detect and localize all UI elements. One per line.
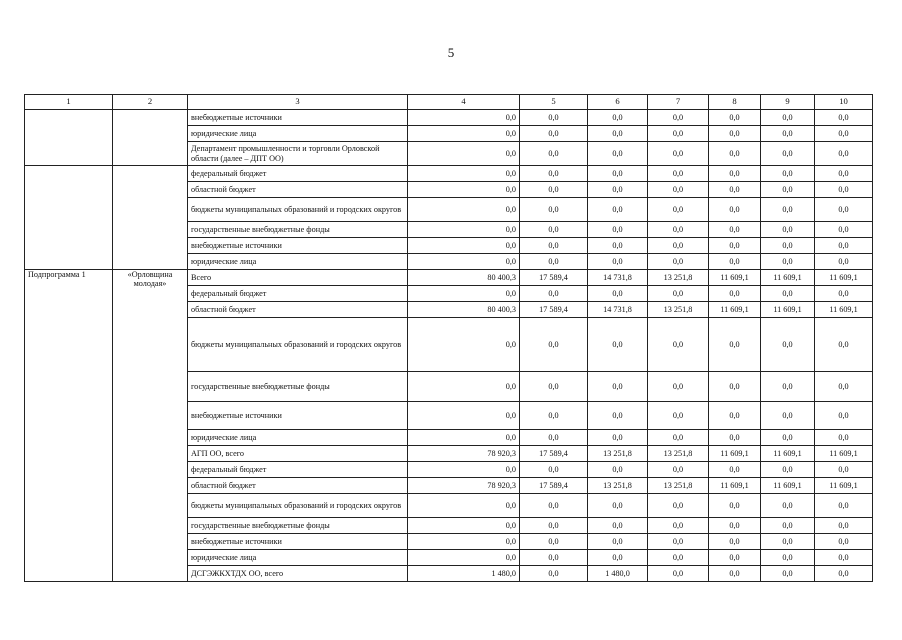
value-cell: 0,0 bbox=[648, 550, 709, 566]
header-cell: 9 bbox=[761, 95, 815, 110]
value-cell: 11 609,1 bbox=[709, 270, 761, 286]
value-cell: 0,0 bbox=[709, 222, 761, 238]
value-cell: 0,0 bbox=[408, 430, 520, 446]
value-cell: 0,0 bbox=[648, 318, 709, 372]
funding-source-cell: внебюджетные источники bbox=[188, 238, 408, 254]
value-cell: 0,0 bbox=[588, 402, 648, 430]
value-cell: 0,0 bbox=[408, 110, 520, 126]
value-cell: 0,0 bbox=[648, 462, 709, 478]
value-cell: 0,0 bbox=[648, 534, 709, 550]
value-cell: 0,0 bbox=[815, 254, 873, 270]
value-cell: 0,0 bbox=[520, 372, 588, 402]
value-cell: 0,0 bbox=[588, 142, 648, 166]
value-cell: 13 251,8 bbox=[648, 270, 709, 286]
header-cell: 5 bbox=[520, 95, 588, 110]
funding-source-cell: государственные внебюджетные фонды bbox=[188, 372, 408, 402]
value-cell: 0,0 bbox=[761, 402, 815, 430]
value-cell: 0,0 bbox=[815, 142, 873, 166]
value-cell: 0,0 bbox=[709, 518, 761, 534]
value-cell: 0,0 bbox=[408, 198, 520, 222]
value-cell: 13 251,8 bbox=[588, 478, 648, 494]
value-cell: 0,0 bbox=[408, 182, 520, 198]
value-cell: 0,0 bbox=[815, 372, 873, 402]
value-cell: 0,0 bbox=[588, 166, 648, 182]
value-cell: 0,0 bbox=[761, 318, 815, 372]
value-cell: 0,0 bbox=[520, 430, 588, 446]
value-cell: 0,0 bbox=[761, 110, 815, 126]
value-cell: 0,0 bbox=[408, 550, 520, 566]
budget-table bbox=[24, 94, 873, 582]
value-cell: 0,0 bbox=[815, 182, 873, 198]
value-cell: 0,0 bbox=[408, 318, 520, 372]
funding-source-cell: юридические лица bbox=[188, 430, 408, 446]
funding-source-cell: областной бюджет bbox=[188, 478, 408, 494]
value-cell: 0,0 bbox=[520, 462, 588, 478]
value-cell: 0,0 bbox=[761, 222, 815, 238]
value-cell: 0,0 bbox=[709, 198, 761, 222]
value-cell: 0,0 bbox=[815, 318, 873, 372]
value-cell: 0,0 bbox=[588, 372, 648, 402]
value-cell: 0,0 bbox=[648, 142, 709, 166]
value-cell: 1 480,0 bbox=[408, 566, 520, 582]
funding-source-cell: бюджеты муниципальных образований и городских округов bbox=[188, 494, 408, 518]
value-cell: 0,0 bbox=[648, 372, 709, 402]
value-cell: 0,0 bbox=[815, 534, 873, 550]
value-cell: 0,0 bbox=[408, 402, 520, 430]
value-cell: 0,0 bbox=[761, 166, 815, 182]
value-cell: 0,0 bbox=[709, 166, 761, 182]
value-cell: 0,0 bbox=[408, 142, 520, 166]
value-cell: 1 480,0 bbox=[588, 566, 648, 582]
program-name-cell: «Орловщина молодая» bbox=[113, 270, 188, 582]
value-cell: 0,0 bbox=[709, 372, 761, 402]
value-cell: 0,0 bbox=[588, 550, 648, 566]
value-cell: 0,0 bbox=[648, 430, 709, 446]
value-cell: 0,0 bbox=[709, 110, 761, 126]
value-cell: 0,0 bbox=[815, 222, 873, 238]
value-cell: 0,0 bbox=[648, 126, 709, 142]
value-cell: 0,0 bbox=[761, 198, 815, 222]
value-cell: 0,0 bbox=[761, 372, 815, 402]
value-cell: 0,0 bbox=[520, 142, 588, 166]
table-row bbox=[25, 270, 873, 286]
funding-source-cell: Всего bbox=[188, 270, 408, 286]
value-cell: 0,0 bbox=[815, 286, 873, 302]
funding-source-cell: государственные внебюджетные фонды bbox=[188, 222, 408, 238]
value-cell: 14 731,8 bbox=[588, 270, 648, 286]
value-cell: 0,0 bbox=[588, 182, 648, 198]
value-cell: 0,0 bbox=[408, 166, 520, 182]
value-cell: 0,0 bbox=[709, 254, 761, 270]
funding-source-cell: внебюджетные источники bbox=[188, 534, 408, 550]
value-cell: 0,0 bbox=[815, 494, 873, 518]
value-cell: 0,0 bbox=[520, 238, 588, 254]
value-cell: 0,0 bbox=[815, 238, 873, 254]
value-cell: 11 609,1 bbox=[761, 446, 815, 462]
value-cell: 17 589,4 bbox=[520, 446, 588, 462]
value-cell: 0,0 bbox=[815, 462, 873, 478]
value-cell: 0,0 bbox=[761, 286, 815, 302]
value-cell: 0,0 bbox=[709, 462, 761, 478]
value-cell: 0,0 bbox=[588, 198, 648, 222]
value-cell: 0,0 bbox=[815, 402, 873, 430]
value-cell: 0,0 bbox=[761, 550, 815, 566]
value-cell: 0,0 bbox=[588, 238, 648, 254]
value-cell: 0,0 bbox=[815, 566, 873, 582]
value-cell: 0,0 bbox=[520, 566, 588, 582]
value-cell: 0,0 bbox=[815, 198, 873, 222]
value-cell: 0,0 bbox=[408, 518, 520, 534]
value-cell: 0,0 bbox=[648, 222, 709, 238]
value-cell: 0,0 bbox=[761, 182, 815, 198]
value-cell: 0,0 bbox=[709, 142, 761, 166]
value-cell: 0,0 bbox=[648, 518, 709, 534]
header-cell: 4 bbox=[408, 95, 520, 110]
funding-source-cell: областной бюджет bbox=[188, 182, 408, 198]
value-cell: 0,0 bbox=[815, 518, 873, 534]
value-cell: 0,0 bbox=[520, 494, 588, 518]
table-row bbox=[25, 166, 873, 182]
value-cell: 0,0 bbox=[648, 566, 709, 582]
value-cell: 0,0 bbox=[588, 110, 648, 126]
value-cell: 0,0 bbox=[648, 402, 709, 430]
value-cell: 13 251,8 bbox=[648, 302, 709, 318]
funding-source-cell: федеральный бюджет bbox=[188, 166, 408, 182]
value-cell: 0,0 bbox=[648, 198, 709, 222]
value-cell: 0,0 bbox=[709, 182, 761, 198]
funding-source-cell: федеральный бюджет bbox=[188, 462, 408, 478]
value-cell: 0,0 bbox=[648, 286, 709, 302]
value-cell: 0,0 bbox=[520, 166, 588, 182]
value-cell: 13 251,8 bbox=[648, 446, 709, 462]
program-name-cell bbox=[113, 166, 188, 270]
value-cell: 0,0 bbox=[761, 462, 815, 478]
funding-source-cell: ДСГЭЖКХТДХ ОО, всего bbox=[188, 566, 408, 582]
value-cell: 0,0 bbox=[709, 286, 761, 302]
value-cell: 0,0 bbox=[588, 494, 648, 518]
value-cell: 11 609,1 bbox=[709, 478, 761, 494]
value-cell: 0,0 bbox=[408, 222, 520, 238]
value-cell: 0,0 bbox=[520, 198, 588, 222]
value-cell: 0,0 bbox=[520, 318, 588, 372]
value-cell: 0,0 bbox=[761, 142, 815, 166]
value-cell: 14 731,8 bbox=[588, 302, 648, 318]
funding-source-cell: юридические лица bbox=[188, 550, 408, 566]
value-cell: 0,0 bbox=[408, 372, 520, 402]
funding-source-cell: юридические лица bbox=[188, 126, 408, 142]
value-cell: 0,0 bbox=[520, 182, 588, 198]
value-cell: 0,0 bbox=[815, 430, 873, 446]
value-cell: 0,0 bbox=[408, 238, 520, 254]
value-cell: 0,0 bbox=[709, 402, 761, 430]
value-cell: 0,0 bbox=[588, 222, 648, 238]
value-cell: 0,0 bbox=[815, 110, 873, 126]
value-cell: 0,0 bbox=[648, 494, 709, 518]
value-cell: 0,0 bbox=[588, 126, 648, 142]
value-cell: 0,0 bbox=[761, 238, 815, 254]
value-cell: 0,0 bbox=[588, 286, 648, 302]
value-cell: 0,0 bbox=[761, 430, 815, 446]
value-cell: 0,0 bbox=[709, 550, 761, 566]
value-cell: 0,0 bbox=[408, 254, 520, 270]
header-cell: 10 bbox=[815, 95, 873, 110]
header-cell: 1 bbox=[25, 95, 113, 110]
funding-source-cell: АГП ОО, всего bbox=[188, 446, 408, 462]
header-cell: 8 bbox=[709, 95, 761, 110]
funding-source-cell: внебюджетные источники bbox=[188, 402, 408, 430]
value-cell: 0,0 bbox=[588, 462, 648, 478]
funding-source-cell: Департамент промышленности и торговли Орловской области (далее – ДПТ ОО) bbox=[188, 142, 408, 166]
value-cell: 0,0 bbox=[520, 254, 588, 270]
value-cell: 0,0 bbox=[408, 126, 520, 142]
header-cell: 6 bbox=[588, 95, 648, 110]
value-cell: 0,0 bbox=[520, 550, 588, 566]
program-cell bbox=[25, 110, 113, 166]
value-cell: 80 400,3 bbox=[408, 270, 520, 286]
header-cell: 7 bbox=[648, 95, 709, 110]
funding-source-cell: внебюджетные источники bbox=[188, 110, 408, 126]
value-cell: 0,0 bbox=[815, 126, 873, 142]
value-cell: 0,0 bbox=[588, 254, 648, 270]
value-cell: 17 589,4 bbox=[520, 302, 588, 318]
value-cell: 0,0 bbox=[520, 222, 588, 238]
value-cell: 78 920,3 bbox=[408, 446, 520, 462]
value-cell: 0,0 bbox=[520, 518, 588, 534]
value-cell: 0,0 bbox=[408, 494, 520, 518]
value-cell: 17 589,4 bbox=[520, 270, 588, 286]
value-cell: 0,0 bbox=[761, 126, 815, 142]
value-cell: 0,0 bbox=[709, 318, 761, 372]
value-cell: 11 609,1 bbox=[709, 446, 761, 462]
value-cell: 11 609,1 bbox=[815, 446, 873, 462]
value-cell: 0,0 bbox=[648, 166, 709, 182]
funding-source-cell: федеральный бюджет bbox=[188, 286, 408, 302]
funding-source-cell: государственные внебюджетные фонды bbox=[188, 518, 408, 534]
value-cell: 13 251,8 bbox=[648, 478, 709, 494]
funding-source-cell: бюджеты муниципальных образований и городских округов bbox=[188, 198, 408, 222]
value-cell: 0,0 bbox=[588, 518, 648, 534]
program-name-cell bbox=[113, 110, 188, 166]
value-cell: 11 609,1 bbox=[815, 302, 873, 318]
value-cell: 80 400,3 bbox=[408, 302, 520, 318]
value-cell: 0,0 bbox=[648, 254, 709, 270]
value-cell: 17 589,4 bbox=[520, 478, 588, 494]
program-cell: Подпрограмма 1 bbox=[25, 270, 113, 582]
header-cell: 3 bbox=[188, 95, 408, 110]
header-row bbox=[25, 95, 873, 110]
value-cell: 0,0 bbox=[520, 402, 588, 430]
value-cell: 0,0 bbox=[408, 462, 520, 478]
value-cell: 13 251,8 bbox=[588, 446, 648, 462]
value-cell: 0,0 bbox=[648, 182, 709, 198]
table-row bbox=[25, 110, 873, 126]
value-cell: 0,0 bbox=[588, 534, 648, 550]
value-cell: 0,0 bbox=[761, 254, 815, 270]
value-cell: 78 920,3 bbox=[408, 478, 520, 494]
value-cell: 0,0 bbox=[761, 494, 815, 518]
value-cell: 0,0 bbox=[761, 534, 815, 550]
value-cell: 0,0 bbox=[815, 166, 873, 182]
value-cell: 11 609,1 bbox=[709, 302, 761, 318]
value-cell: 0,0 bbox=[588, 430, 648, 446]
value-cell: 0,0 bbox=[520, 534, 588, 550]
funding-source-cell: областной бюджет bbox=[188, 302, 408, 318]
value-cell: 0,0 bbox=[709, 238, 761, 254]
value-cell: 11 609,1 bbox=[761, 270, 815, 286]
funding-source-cell: юридические лица bbox=[188, 254, 408, 270]
value-cell: 0,0 bbox=[588, 318, 648, 372]
value-cell: 0,0 bbox=[408, 534, 520, 550]
value-cell: 0,0 bbox=[520, 286, 588, 302]
value-cell: 11 609,1 bbox=[761, 478, 815, 494]
value-cell: 0,0 bbox=[709, 494, 761, 518]
page-number: 5 bbox=[447, 45, 455, 60]
value-cell: 0,0 bbox=[709, 126, 761, 142]
value-cell: 0,0 bbox=[520, 110, 588, 126]
value-cell: 0,0 bbox=[815, 550, 873, 566]
funding-source-cell: бюджеты муниципальных образований и городских округов bbox=[188, 318, 408, 372]
header-cell: 2 bbox=[113, 95, 188, 110]
value-cell: 11 609,1 bbox=[761, 302, 815, 318]
value-cell: 0,0 bbox=[408, 286, 520, 302]
value-cell: 0,0 bbox=[709, 566, 761, 582]
program-cell bbox=[25, 166, 113, 270]
value-cell: 0,0 bbox=[709, 534, 761, 550]
value-cell: 11 609,1 bbox=[815, 270, 873, 286]
value-cell: 0,0 bbox=[709, 430, 761, 446]
value-cell: 0,0 bbox=[761, 566, 815, 582]
value-cell: 11 609,1 bbox=[815, 478, 873, 494]
value-cell: 0,0 bbox=[648, 238, 709, 254]
value-cell: 0,0 bbox=[520, 126, 588, 142]
value-cell: 0,0 bbox=[761, 518, 815, 534]
value-cell: 0,0 bbox=[648, 110, 709, 126]
